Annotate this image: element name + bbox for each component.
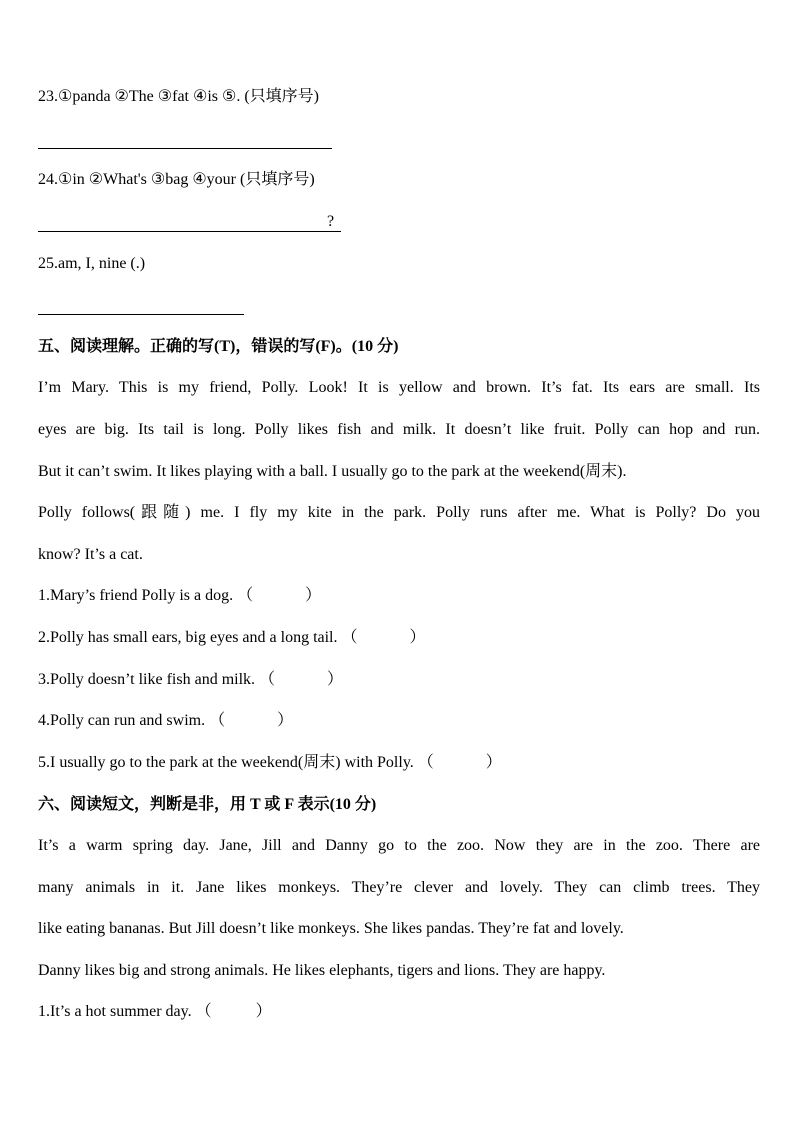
passage-5-line-3: But it can’t swim. It likes playing with a ball. I usually go to the park at the weekend(周末). <box>38 463 627 480</box>
question-mark: ? <box>327 213 335 230</box>
answer-paren[interactable]: （ ） <box>341 629 426 646</box>
answer-blank-24[interactable] <box>38 231 341 232</box>
question-5-2 <box>38 628 426 648</box>
passage-6-line-3: like eating bananas. But Jill doesn’t like monkeys. She likes pandas. They’re fat and lovely. <box>38 920 624 937</box>
question-text: 3.Polly doesn’t like fish and milk. <box>38 671 256 688</box>
passage-5-line-5: know? It’s a cat. <box>38 546 143 563</box>
question-text: 1.Mary’s friend Polly is a dog. <box>38 587 234 604</box>
answer-paren[interactable]: （ ） <box>417 754 502 771</box>
passage-6-line-1: It’s a warm spring day. Jane, Jill and Danny go to the zoo. Now they are in the zoo. There are <box>38 837 760 854</box>
question-text: 2.Polly has small ears, big eyes and a long tail. <box>38 629 338 646</box>
passage-6-line-4: Danny likes big and strong animals. He likes elephants, tigers and lions. They are happy. <box>38 962 606 979</box>
answer-paren[interactable]: （ ） <box>259 671 344 688</box>
question-23: 23.①panda ②The ③fat ④is ⑤. (只填序号) <box>38 88 320 105</box>
question-5-4 <box>38 711 293 731</box>
section-6-heading: 六、阅读短文，判断是非，用 T 或 F 表示(10 分) <box>38 796 377 813</box>
passage-5-line-1: I’m Mary. This is my friend, Polly. Look! It is yellow and brown. It’s fat. Its ears are small. Its <box>38 379 760 396</box>
answer-paren[interactable]: （ ） <box>209 712 294 729</box>
question-5-1 <box>38 586 321 606</box>
section-5-heading: 五、阅读理解。正确的写(T)，错误的写(F)。(10 分) <box>38 338 399 355</box>
question-5-5 <box>38 753 502 773</box>
answer-paren[interactable]: （ ） <box>195 1003 272 1020</box>
passage-5-line-4: Polly follows(跟随) me. I fly my kite in the park. Polly runs after me. What is Polly? Do you <box>38 504 760 521</box>
question-5-3 <box>38 670 343 690</box>
question-24: 24.①in ②What's ③bag ④your (只填序号) <box>38 171 315 188</box>
passage-6-line-2: many animals in it. Jane likes monkeys. They’re clever and lovely. They can climb trees. They <box>38 879 760 896</box>
answer-paren[interactable]: （ ） <box>237 587 322 604</box>
question-6-1 <box>38 1002 272 1022</box>
question-text: 4.Polly can run and swim. <box>38 712 206 729</box>
passage-5-line-2: eyes are big. Its tail is long. Polly likes fish and milk. It doesn’t like fruit. Polly can hop and run. <box>38 421 760 438</box>
question-25: 25.am, I, nine (.) <box>38 255 146 272</box>
question-text: 5.I usually go to the park at the weekend(周末) with Polly. <box>38 754 414 771</box>
answer-blank-25[interactable] <box>38 314 244 315</box>
answer-blank-23[interactable] <box>38 148 332 149</box>
question-text: 1.It’s a hot summer day. <box>38 1003 192 1020</box>
